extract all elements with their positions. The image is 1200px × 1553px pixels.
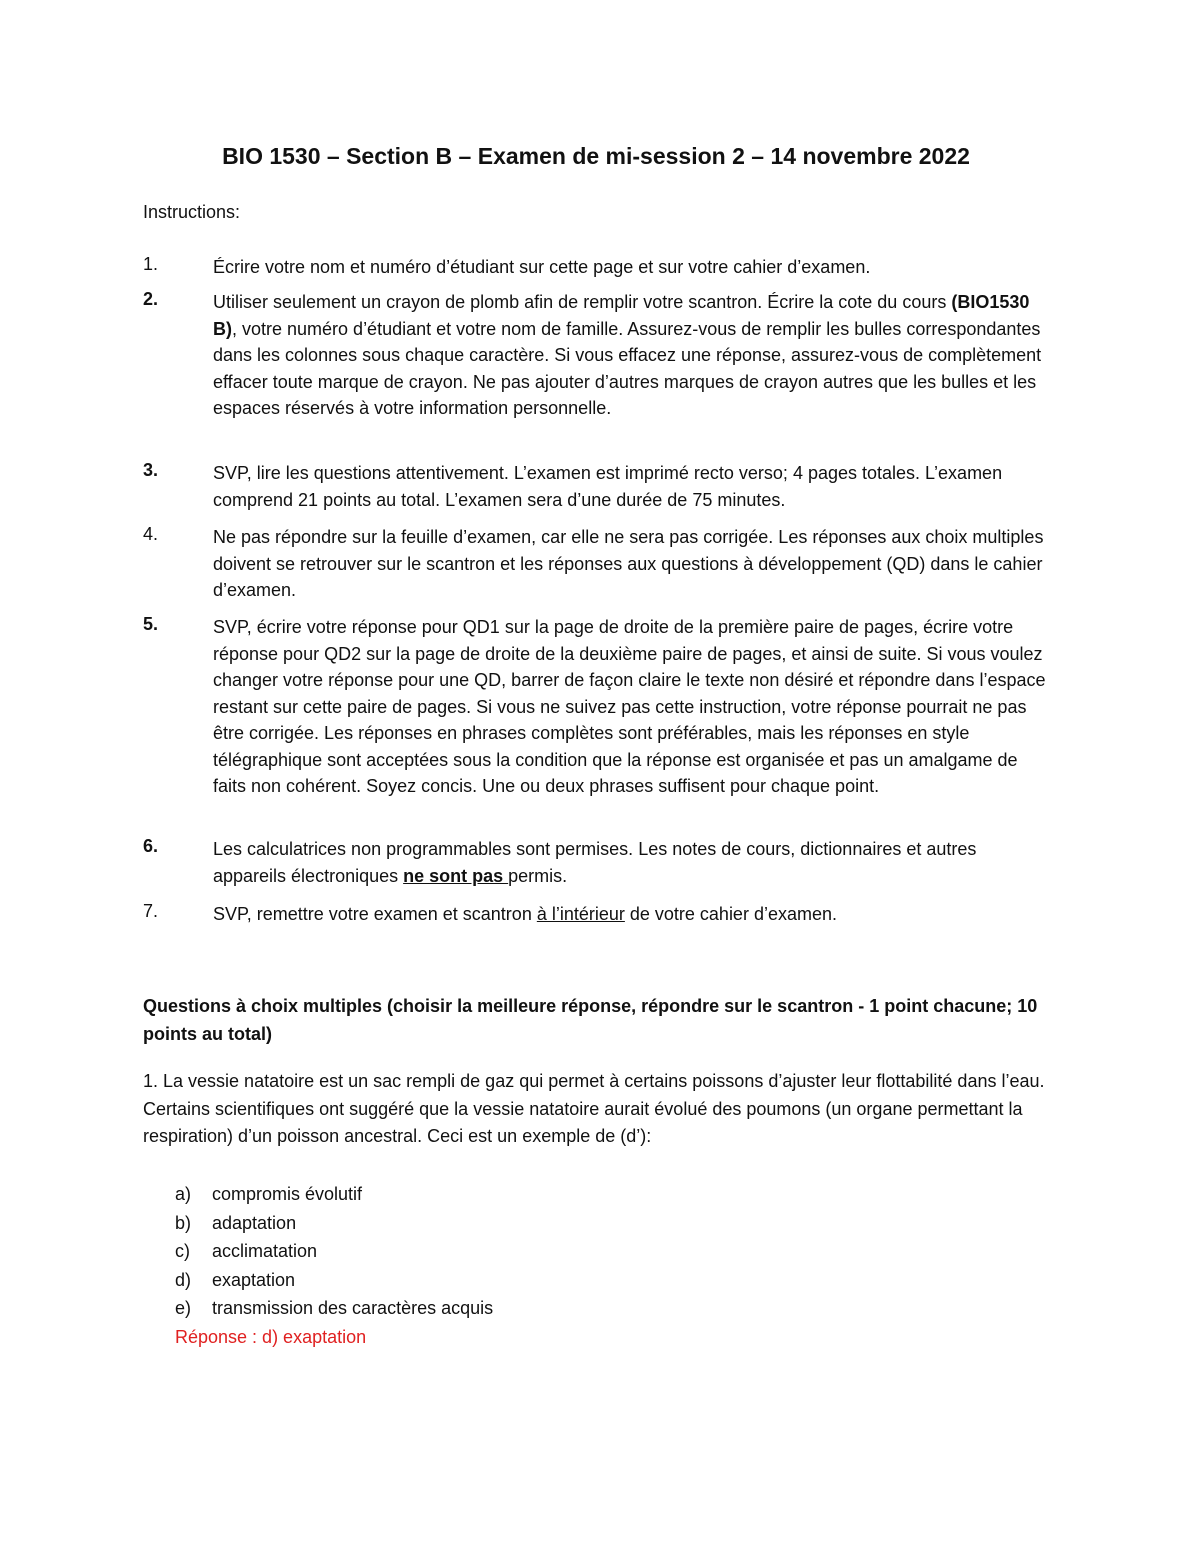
option-text: exaptation xyxy=(212,1269,296,1290)
answer-key: Réponse : d) exaptation xyxy=(175,1327,367,1347)
instruction-text-part: Utiliser seulement un crayon de plomb afin de remplir votre scantron. Écrire la cote du cours xyxy=(213,292,952,312)
instruction-text xyxy=(213,901,1053,928)
instruction-number: 3. xyxy=(143,460,159,480)
instruction-text: SVP, lire les questions attentivement. L’examen est imprimé recto verso; 4 pages totales. L’examen comprend 21 points au total. L’examen sera d’une durée de 75 minutes. xyxy=(213,463,1003,510)
option-c xyxy=(175,1237,493,1266)
option-letter: c) xyxy=(175,1241,190,1261)
instruction-text-part: Les calculatrices non programmables sont permises. Les notes de cours, dictionnaires et autres appareils électroniques xyxy=(213,839,977,886)
option-b xyxy=(175,1209,493,1238)
instruction-text: SVP, écrire votre réponse pour QD1 sur la page de droite de la première paire de pages, écrire votre réponse pour QD2 sur la page de droite de la deuxième paire de pages, et ainsi de suite. Si vous voulez changer votre réponse pour une QD, barrer de façon claire le texte non désiré et répondre dans l’espace restant sur cette paire de pages. Si vous ne suivez pas cette instruction, votre réponse pourrait ne pas être corrigée. Les réponses en phrases complètes sont préférables, mais les réponses en style télégraphique sont acceptées sous la condition que la réponse est organisée et pas un amalgame de faits non cohérent. Soyez concis. Une ou deux phrases suffisent pour chaque point. xyxy=(213,617,1046,796)
option-text: transmission des caractères acquis xyxy=(212,1298,494,1318)
instruction-text xyxy=(213,289,1053,422)
instruction-item-6 xyxy=(143,836,1053,889)
instruction-number: 4. xyxy=(143,524,159,544)
emphasis-text: à l’intérieur xyxy=(536,904,625,924)
instruction-number: 5. xyxy=(143,614,159,634)
instruction-text-part: de votre cahier d’examen. xyxy=(624,904,837,924)
instruction-text: Écrire votre nom et numéro d’étudiant sur cette page et sur votre cahier d’examen. xyxy=(213,257,871,277)
option-e xyxy=(175,1294,493,1323)
page-title: BIO 1530 – Section B – Examen de mi-session 2 – 14 novembre 2022 xyxy=(222,143,970,169)
instruction-text-part: , votre numéro d’étudiant et votre nom de famille. Assurez-vous de remplir les bulles correspondantes dans les colonnes sous chaque caractère. Si vous effacez une réponse, assurez-vous de complètement effacer toute marque de crayon. Ne pas ajouter d’autres marques de crayon autres que les bulles et les espaces réservés à votre information personnelle. xyxy=(213,318,1042,418)
instructions-label: Instructions: xyxy=(143,202,241,222)
instruction-text: Ne pas répondre sur la feuille d’examen, car elle ne sera pas corrigée. Les réponses aux choix multiples doivent se retrouver sur le scantron et les réponses aux questions à développement (QD) dans le cahier d’examen. xyxy=(213,527,1044,600)
instruction-number: 1. xyxy=(143,254,159,274)
instruction-number: 6. xyxy=(143,836,159,856)
question-1: 1. La vessie natatoire est un sac rempli de gaz qui permet à certains poissons d’ajuster leur flottabilité dans l’eau. Certains scientifiques ont suggéré que la vessie natatoire aurait évolué des poumons (un organe permettant la respiration) d’un poisson ancestral. Ceci est un exemple de (d’): xyxy=(143,1071,1045,1146)
option-d xyxy=(175,1266,493,1295)
option-text: compromis évolutif xyxy=(212,1184,363,1204)
instruction-number: 2. xyxy=(143,289,159,309)
instruction-item-7 xyxy=(143,901,1053,928)
instruction-text-part: permis. xyxy=(508,865,568,886)
instruction-text xyxy=(213,836,1053,889)
answer-options xyxy=(175,1180,493,1323)
course-code: (BIO1530 B) xyxy=(213,292,1030,339)
mc-section-heading: Questions à choix multiples (choisir la meilleure réponse, répondre sur le scantron - 1 point chacune; 10 points au total) xyxy=(143,996,1038,1044)
option-letter: e) xyxy=(175,1298,192,1318)
instruction-item-5 xyxy=(143,614,1053,800)
instruction-item-2 xyxy=(143,289,1053,422)
emphasis-text: ne sont pas xyxy=(403,865,509,886)
option-a xyxy=(175,1180,493,1209)
instruction-number: 7. xyxy=(143,901,159,921)
option-text: adaptation xyxy=(212,1212,297,1233)
instruction-item-4 xyxy=(143,524,1053,604)
option-letter: d) xyxy=(175,1269,192,1290)
instruction-text-part: SVP, remettre votre examen et scantron xyxy=(213,904,537,924)
instruction-item-3 xyxy=(143,460,1053,513)
option-letter: a) xyxy=(175,1184,192,1204)
option-text: acclimatation xyxy=(212,1241,318,1261)
option-letter: b) xyxy=(175,1212,192,1233)
instruction-item-1 xyxy=(143,254,1053,281)
